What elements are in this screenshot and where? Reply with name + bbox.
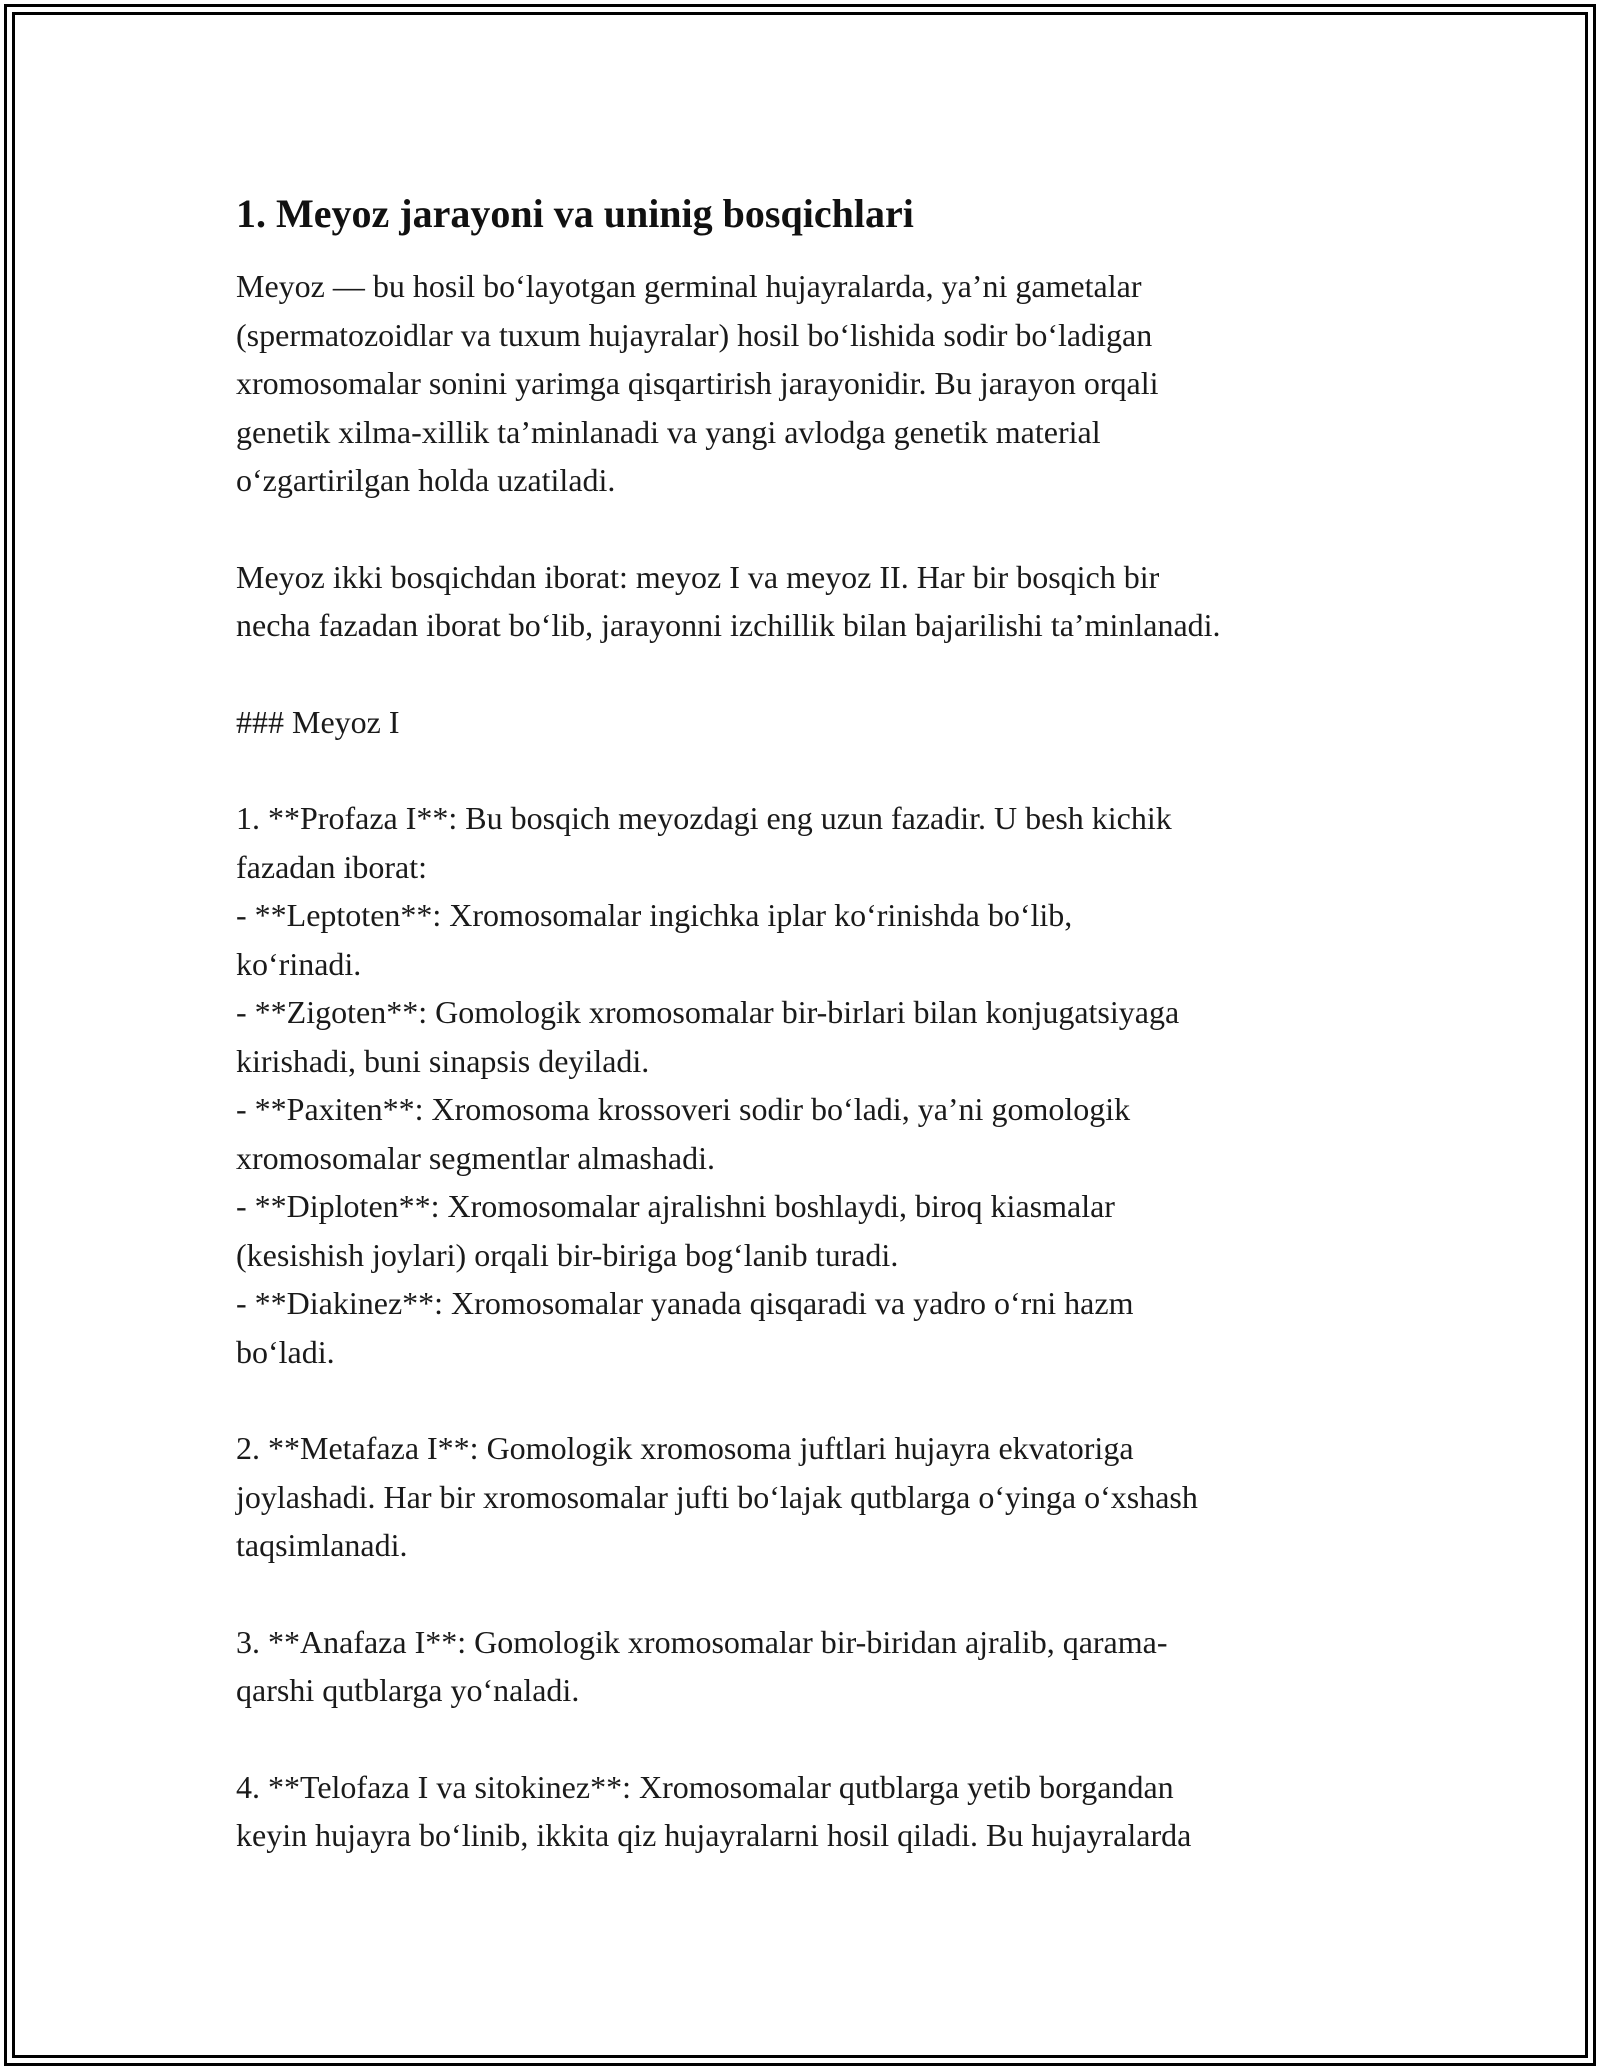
list-item-telofaza-i: 4. **Telofaza I va sitokinez**: Xromosomalar qutblarga yetib borgandan keyin hujayra bo‘linib, ikkita qiz hujayralarni hosil qiladi. Bu hujayralarda: [236, 1768, 1192, 1853]
subheading-meyoz-i: ### Meyoz I: [236, 703, 400, 740]
document-body: [236, 186, 1376, 1860]
list-item-anafaza-i: 3. **Anafaza I**: Gomologik xromosomalar bir-biridan ajralib, qarama- qarshi qutblarga yo‘naladi.: [236, 1623, 1168, 1708]
paragraph-meyoz-definition: Meyoz — bu hosil bo‘layotgan germinal hujayralarda, ya’ni gametalar (spermatozoidlar va tuxum hujayralar) hosil bo‘lishida sodir bo‘ladigan xromosomalar sonini yarimga qisqartirish jarayonidir. Bu jarayon orqali genetik xilma-xillik ta’minlanadi va yangi avlodga genetik material o‘zgartirilgan holda uzatiladi.: [236, 268, 1159, 498]
paragraph-meyoz-stages: Meyoz ikki bosqichdan iborat: meyoz I va meyoz II. Har bir bosqich bir necha fazadan iborat bo‘lib, jarayonni izchillik bilan bajarilishi ta’minlanadi.: [236, 558, 1221, 643]
list-item-metafaza-i: 2. **Metafaza I**: Gomologik xromosoma juftlari hujayra ekvatoriga joylashadi. Har bir xromosomalar jufti bo‘lajak qutblarga o‘yinga o‘xshash taqsimlanadi.: [236, 1430, 1198, 1563]
document-heading: 1. Meyoz jarayoni va uninig bosqichlari: [236, 191, 914, 236]
list-item-profaza-i: 1. **Profaza I**: Bu bosqich meyozdagi eng uzun fazadir. U besh kichik fazadan iborat: - **Leptoten**: Xromosomalar ingichka iplar ko‘rinishda bo‘lib, ko‘rinadi. - **Zigoten**: Gomologik xromosomalar bir-birlari bilan konjugatsiyaga kirishadi, buni sinapsis deyiladi. - **Paxiten**: Xromosoma krossoveri sodir bo‘ladi, ya’ni gomologik xromosomalar segmentlar almashadi. - **Diploten**: Xromosomalar ajralishni boshlaydi, biroq kiasmalar (kesishish joylari) orqali bir-biriga bog‘lanib turadi. - **Diakinez**: Xromosomalar yanada qisqaradi va yadro o‘rni hazm bo‘ladi.: [236, 800, 1180, 1370]
